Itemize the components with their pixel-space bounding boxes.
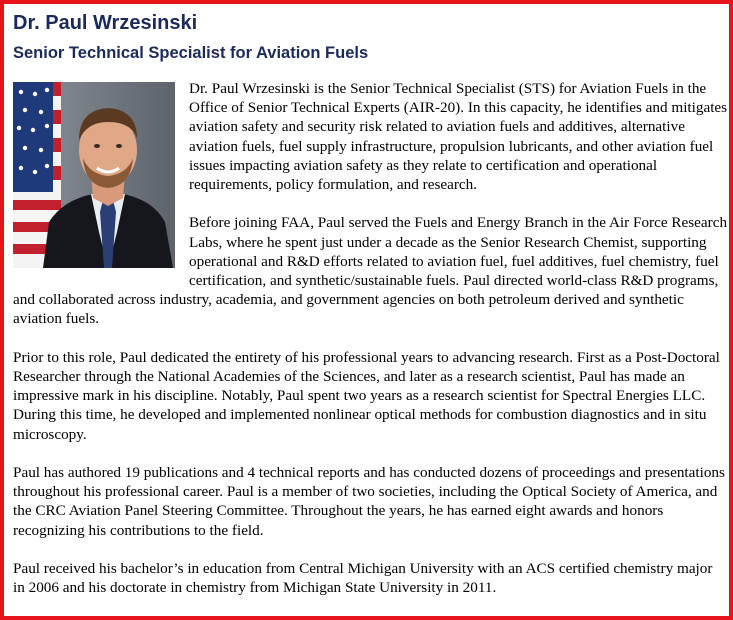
bio-paragraph-1: Dr. Paul Wrzesinski is the Senior Technical Specialist (STS) for Aviation Fuels in the Office of Senior Technical Experts (AIR-20). In this capacity, he identifies and mitigates aviation safety and security risk related to aviation fuels and additives, alternative aviation fuels, fuel supply infrastructure, propulsion lubricants, and other aviation fuel issues impacting aviation safety as they relate to certification and operational requirements, policy formulation, and research. — [189, 80, 728, 194]
bio-paragraph-4: Paul has authored 19 publications and 4 technical reports and has conducted dozens of proceedings and presentations throughout his professional career. Paul is a member of two societies, including the Optical Society of America, and the CRC Aviation Panel Steering Committee. Throughout the years, he has earned eight awards and honors recognizing his contributions to the field. — [13, 464, 725, 539]
person-name: Dr. Paul Wrzesinski — [13, 12, 198, 34]
bio-paragraph-5: Paul received his bachelor’s in education from Central Michigan University with an ACS certified chemistry major in 2006 and his doctorate in chemistry from Michigan State University in 2011. — [13, 560, 713, 597]
bio-content — [13, 10, 728, 597]
person-title: Senior Technical Specialist for Aviation Fuels — [13, 44, 369, 62]
bio-paragraph-3: Prior to this role, Paul dedicated the entirety of his professional years to advancing research. First as a Post-Doctoral Researcher through the National Academies of the Sciences, and later as a research scientist, Paul has made an impressive mark in his discipline. Notably, Paul spent two years as a research scientist for Spectral Energies LLC. During this time, he developed and implemented nonlinear optical methods for combustion diagnostics and in situ microscopy. — [13, 348, 720, 443]
portrait-photo — [13, 82, 175, 268]
bio-paragraph-2: Before joining FAA, Paul served the Fuels and Energy Branch in the Air Force Research Labs, where he spent just under a decade as the Senior Research Chemist, supporting operational and R&D efforts related to aviation fuel, fuel additives, fuel chemistry, fuel certification, and synthetic/sustainable fuels. Paul directed world-class R&D programs, and collaborated across industry, academia, and government agencies on both petroleum derived and synthetic aviation fuels. — [13, 214, 728, 328]
bio-body — [13, 79, 728, 597]
